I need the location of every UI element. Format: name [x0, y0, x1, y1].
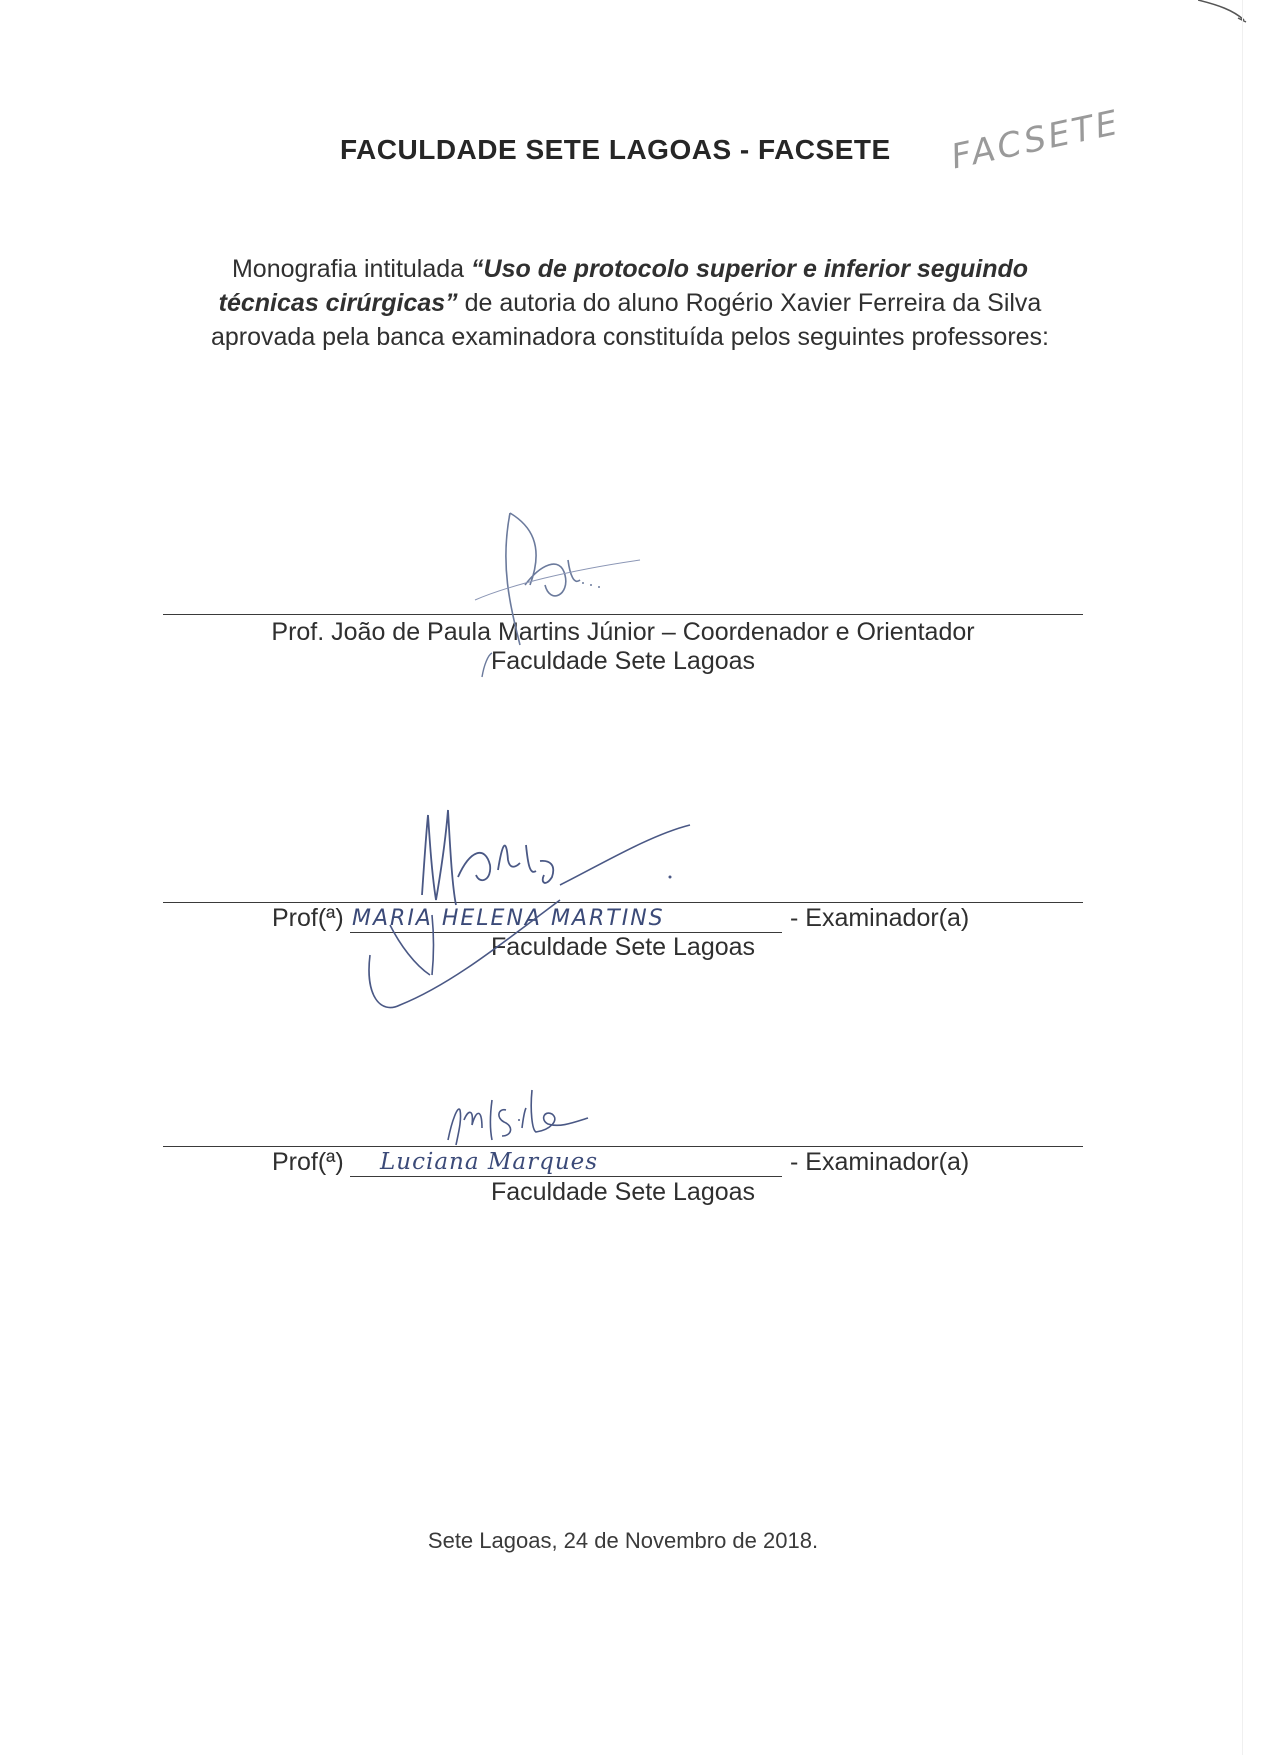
intro-author: de autoria do aluno Rogério Xavier Ferreira da Silva — [457, 289, 1042, 317]
examiner-2-prefix: Prof(ª) — [272, 904, 344, 932]
examiner-3-role: - Examinador(a) — [790, 1148, 970, 1176]
scan-corner-mark — [1198, 0, 1258, 30]
monograph-title-part2: técnicas cirúrgicas” — [218, 289, 458, 317]
intro-prefix: Monografia intitulada — [231, 255, 472, 283]
intro-committee: aprovada pela banca examinadora constituída pelos seguintes professores: — [210, 323, 1050, 351]
examiner-3-institution: Faculdade Sete Lagoas — [490, 1178, 756, 1206]
examiner-2-handwritten-name: MARIA HELENA MARTINS — [352, 906, 665, 931]
institution-title: FACULDADE SETE LAGOAS - FACSETE — [340, 134, 891, 165]
examiner-2-institution: Faculdade Sete Lagoas — [490, 933, 756, 961]
signature-3-scribble — [440, 1080, 620, 1160]
examiner-3-prefix: Prof(ª) — [272, 1148, 344, 1176]
place-and-date: Sete Lagoas, 24 de Novembro de 2018. — [427, 1528, 819, 1553]
coordinator-institution: Faculdade Sete Lagoas — [490, 647, 756, 675]
signature-line-3 — [163, 1146, 1083, 1147]
coordinator-name: Prof. João de Paula Martins Júnior – Coordenador e Orientador — [271, 618, 975, 646]
examiner-3-handwritten-name: Luciana Marques — [380, 1149, 599, 1175]
examiner-2-role: - Examinador(a) — [790, 904, 970, 932]
handwritten-stamp: FACSETE — [947, 102, 1124, 178]
signature-2-scribble — [360, 805, 720, 1025]
monograph-title-part1: “Uso de protocolo superior e inferior seguindo — [471, 255, 1029, 283]
signature-1-scribble — [470, 505, 650, 680]
scan-edge-shadow — [1242, 0, 1243, 1755]
monograph-approval-text — [160, 252, 1100, 354]
